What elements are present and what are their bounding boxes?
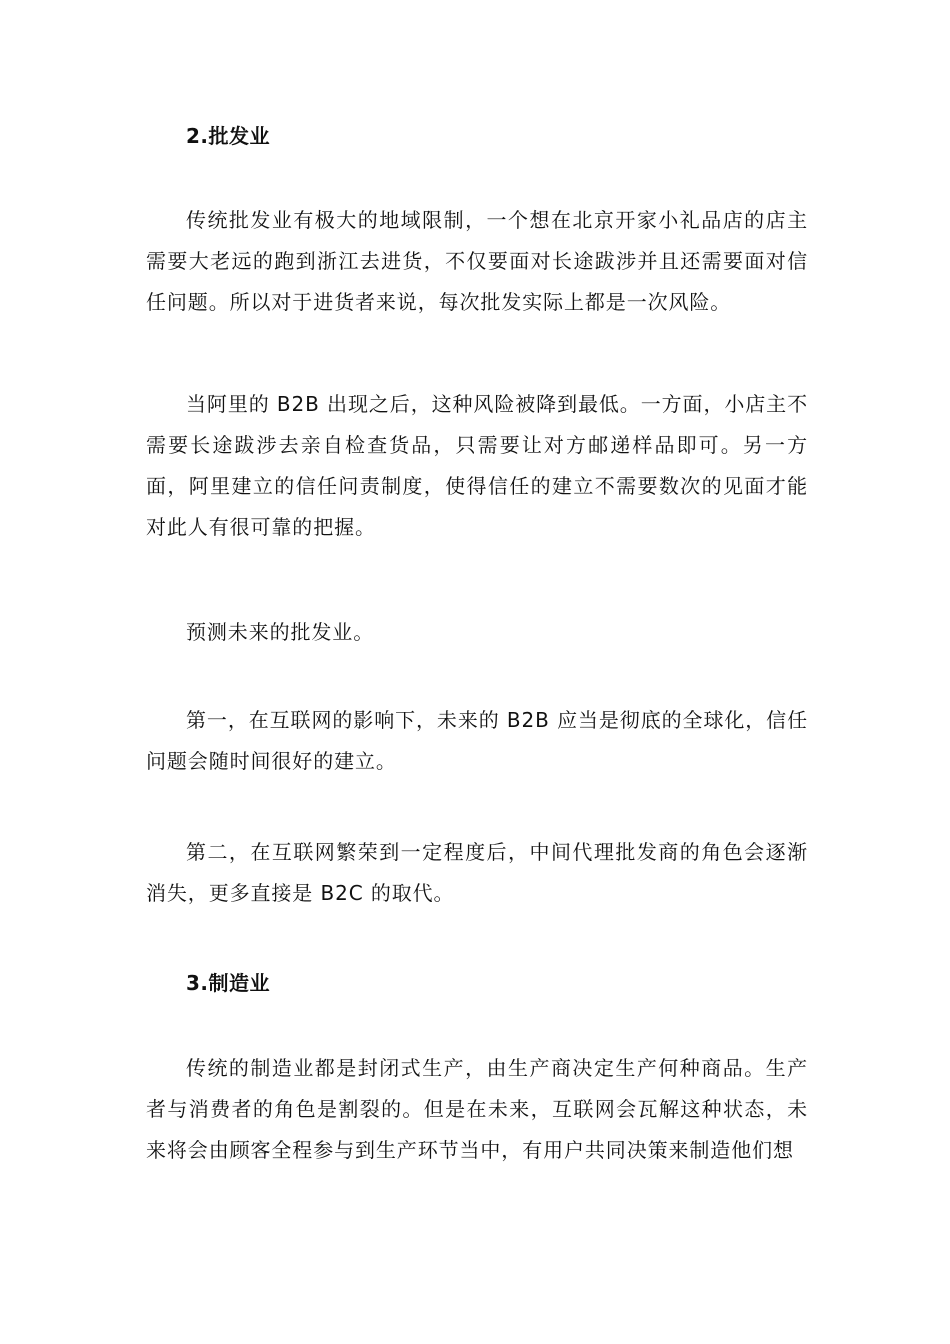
paragraph-point-two: 第二，在互联网繁荣到一定程度后，中间代理批发商的角色会逐渐消失，更多直接是 B2C 的取代。 — [146, 840, 808, 905]
paragraph-future-forecast: 预测未来的批发业。 — [186, 620, 375, 644]
paragraph-traditional-manufacturing: 传统的制造业都是封闭式生产，由生产商决定生产何种商品。生产者与消费者的角色是割裂的。但是在未来，互联网会瓦解这种状态，未来将会由顾客全程参与到生产环节当中，有用户共同决策来制造他们想 — [146, 1056, 808, 1162]
paragraph-point-one: 第一，在互联网的影响下，未来的 B2B 应当是彻底的全球化，信任问题会随时间很好的建立。 — [146, 708, 808, 773]
section-heading-wholesale: 2.批发业 — [186, 124, 271, 148]
section-heading-manufacturing: 3.制造业 — [186, 971, 271, 995]
paragraph-alibaba-b2b: 当阿里的 B2B 出现之后，这种风险被降到最低。一方面，小店主不需要长途跋涉去亲自检查货品，只需要让对方邮递样品即可。另一方面，阿里建立的信任问责制度，使得信任的建立不需要数次的见面才能对此人有很可靠的把握。 — [146, 392, 808, 539]
paragraph-traditional-wholesale: 传统批发业有极大的地域限制，一个想在北京开家小礼品店的店主需要大老远的跑到浙江去进货，不仅要面对长途跋涉并且还需要面对信任问题。所以对于进货者来说，每次批发实际上都是一次风险。 — [146, 208, 808, 314]
